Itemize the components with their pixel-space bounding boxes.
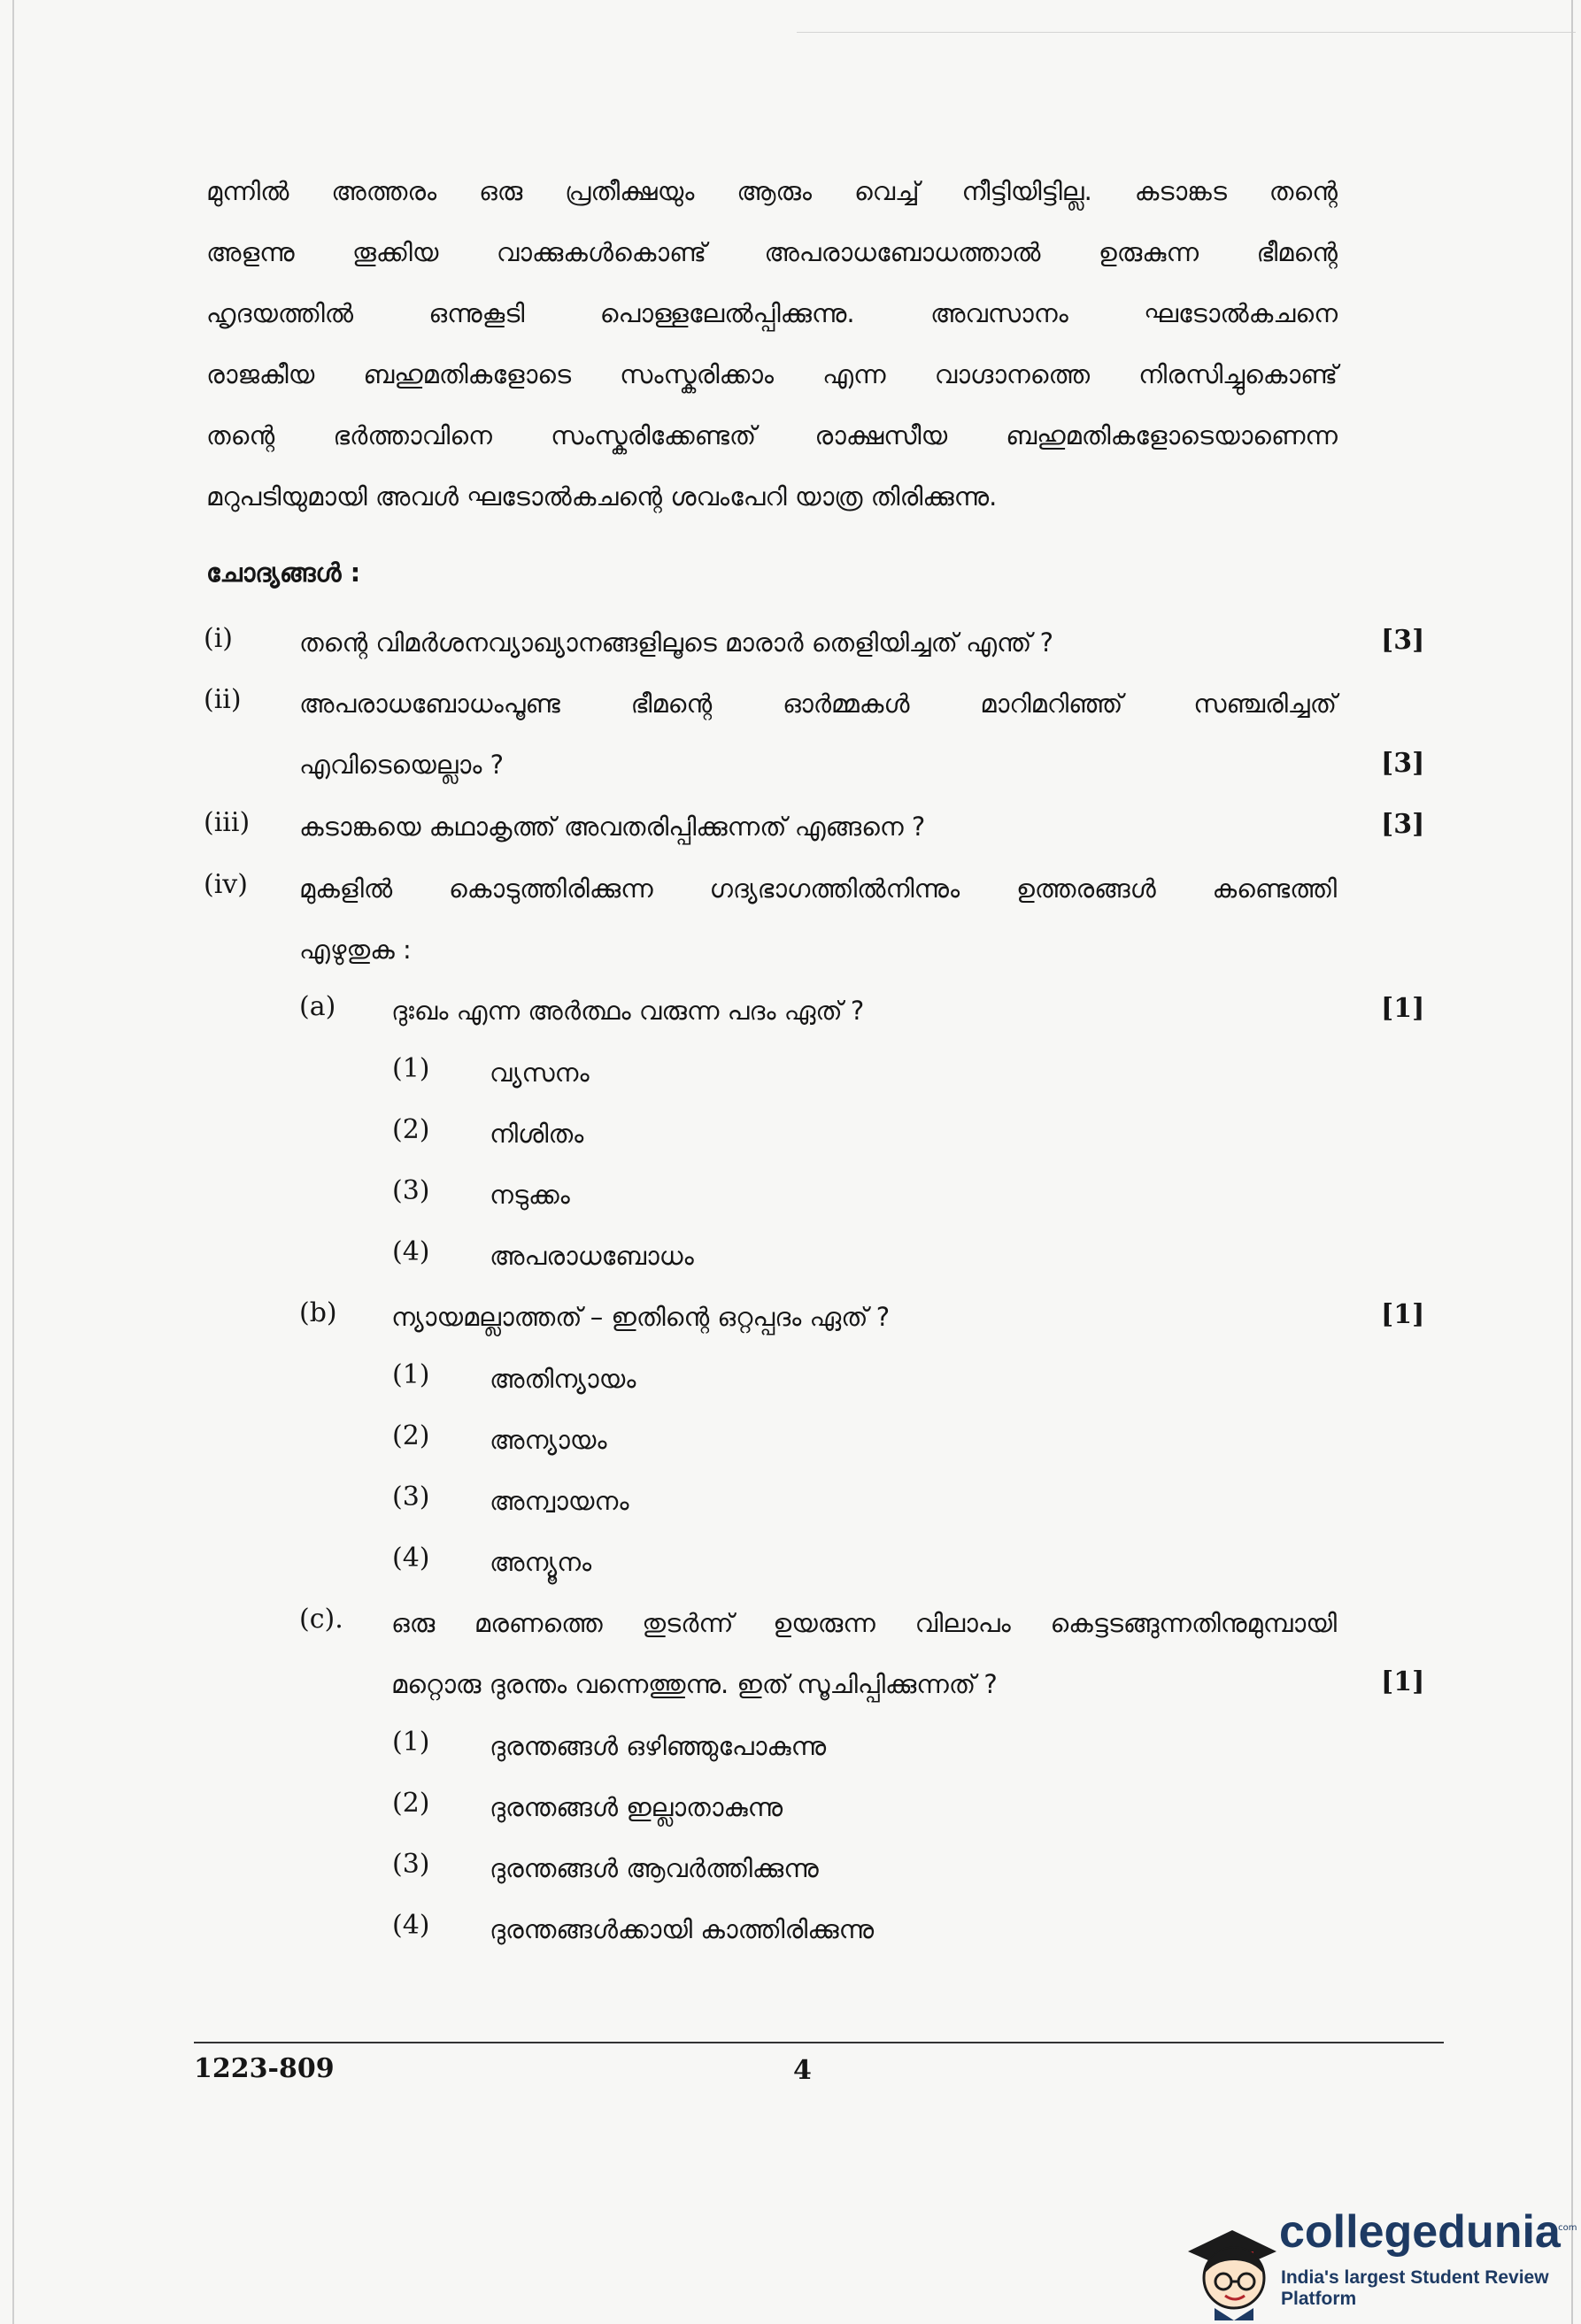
option-text: അന്വായനം [490, 1486, 629, 1516]
scan-edge-top [797, 32, 1576, 33]
option-number: (2) [392, 1420, 430, 1451]
option-text: നടുക്കം [490, 1180, 570, 1210]
option-text: ദുരന്തങ്ങൾ ഒഴിഞ്ഞുപോകുന്നു [490, 1731, 827, 1761]
subquestion-label: (c). [299, 1604, 343, 1635]
option-number: (4) [392, 1543, 430, 1574]
marks-label: [1] [1381, 1666, 1425, 1697]
option-text: ദുരന്തങ്ങൾക്കായി കാത്തിരിക്കുന്നു [490, 1914, 875, 1944]
student-mascot-icon [1188, 2230, 1276, 2320]
option-number: (4) [392, 1236, 430, 1267]
subquestion-label: (a) [299, 991, 336, 1022]
brand-suffix: .com [1555, 2223, 1577, 2233]
question-number: (i) [204, 623, 234, 654]
passage-line: രാജകീയ ബഹുമതികളോടെ സംസ്കരിക്കാം എന്ന വാഗ്ദാനത്തെ നിരസിച്ചുകൊണ്ട് [206, 359, 1338, 389]
option-text: അന്യായം [490, 1425, 607, 1455]
question-text: അപരാധബോധംപൂണ്ട ഭീമന്റെ ഓർമ്മകൾ മാറിമറിഞ്ഞ് സഞ്ചരിച്ചത് [299, 689, 1337, 719]
question-text: എഴുതുക : [299, 935, 412, 965]
option-number: (4) [392, 1910, 430, 1941]
subquestion-text: മറ്റൊരു ദുരന്തം വന്നെത്തുന്നു. ഇത് സൂചിപ്പിക്കുന്നത് ? [391, 1669, 998, 1699]
marks-label: [3] [1381, 809, 1425, 840]
question-number: (iv) [204, 869, 248, 900]
option-text: ദുരന്തങ്ങൾ ഇല്ലാതാകുന്നു [490, 1792, 783, 1822]
passage-line: മറുപടിയുമായി അവൾ ഘടോൽകചന്റെ ശവംപേറി യാത്ര തിരിക്കുന്നു. [206, 481, 998, 512]
footer-divider [194, 2042, 1444, 2043]
passage-line: അളന്നു തൂക്കിയ വാക്കുകൾകൊണ്ട് അപരാധബോധത്താൽ ഉരുകുന്ന ഭീമന്റെ [206, 237, 1338, 267]
option-text: വ്യസനം [490, 1058, 590, 1088]
option-number: (3) [392, 1849, 430, 1880]
passage-line: ഹൃദയത്തിൽ ഒന്നുകൂടി പൊള്ളലേൽപ്പിക്കുന്നു. അവസാനം ഘടോൽകചനെ [206, 298, 1338, 328]
question-text: എവിടെയെല്ലാം ? [299, 750, 505, 780]
subquestion-text: ദുഃഖം എന്ന അർത്ഥം വരുന്ന പദം ഏത് ? [391, 996, 865, 1026]
subquestion-text: ന്യായമല്ലാത്തത് – ഇതിന്റെ ഒറ്റപ്പദം ഏത് ? [391, 1302, 891, 1332]
option-number: (1) [392, 1727, 430, 1758]
brand-tagline: India's largest Student Review Platform [1281, 2267, 1549, 2309]
marks-label: [1] [1381, 1299, 1425, 1330]
scan-edge-left [12, 0, 14, 2324]
option-text: ദുരന്തങ്ങൾ ആവർത്തിക്കുന്നു [490, 1853, 819, 1883]
question-text: കടാങ്കയെ കഥാകൃത്ത് അവതരിപ്പിക്കുന്നത് എങ്ങനെ ? [299, 812, 926, 842]
option-number: (3) [392, 1481, 430, 1512]
page-number: 4 [793, 2055, 812, 2086]
marks-label: [1] [1381, 993, 1425, 1024]
question-text: മുകളിൽ കൊടുത്തിരിക്കുന്ന ഗദ്യഭാഗത്തിൽനിന്നും ഉത്തരങ്ങൾ കണ്ടെത്തി [299, 873, 1337, 904]
brand-name: collegedunia [1279, 2206, 1561, 2258]
passage-line: തന്റെ ഭർത്താവിനെ സംസ്കരിക്കേണ്ടത് രാക്ഷസീയ ബഹുമതികളോടെയാണെന്ന [206, 420, 1338, 450]
option-number: (1) [392, 1053, 430, 1084]
subquestion-text: ഒരു മരണത്തെ തുടർന്ന് ഉയരുന്ന വിലാപം കെട്ടടങ്ങുന്നതിനുമുമ്പായി [391, 1608, 1337, 1638]
passage-line: മുന്നിൽ അത്തരം ഒരു പ്രതീക്ഷയും ആരും വെച്ച് നീട്ടിയിട്ടില്ല. കടാങ്കട തന്റെ [206, 176, 1338, 206]
paper-code: 1223-809 [194, 2053, 335, 2084]
option-text: അപരാധബോധം [490, 1241, 694, 1271]
option-number: (2) [392, 1788, 430, 1819]
questions-heading: ചോദ്യങ്ങൾ : [206, 558, 361, 588]
option-number: (1) [392, 1359, 430, 1390]
question-text: തന്റെ വിമർശനവ്യാഖ്യാനങ്ങളിലൂടെ മാരാർ തെളിയിച്ചത് എന്ത് ? [299, 627, 1053, 658]
question-number: (ii) [204, 684, 242, 715]
option-text: നിശിതം [490, 1119, 584, 1149]
option-number: (3) [392, 1175, 430, 1206]
marks-label: [3] [1381, 748, 1425, 779]
option-number: (2) [392, 1114, 430, 1145]
subquestion-label: (b) [299, 1297, 337, 1328]
option-text: അതിന്യായം [490, 1364, 636, 1394]
option-text: അന്യൂനം [490, 1547, 592, 1577]
question-number: (iii) [204, 807, 251, 838]
marks-label: [3] [1381, 625, 1425, 656]
scan-edge-right [1571, 0, 1573, 2324]
